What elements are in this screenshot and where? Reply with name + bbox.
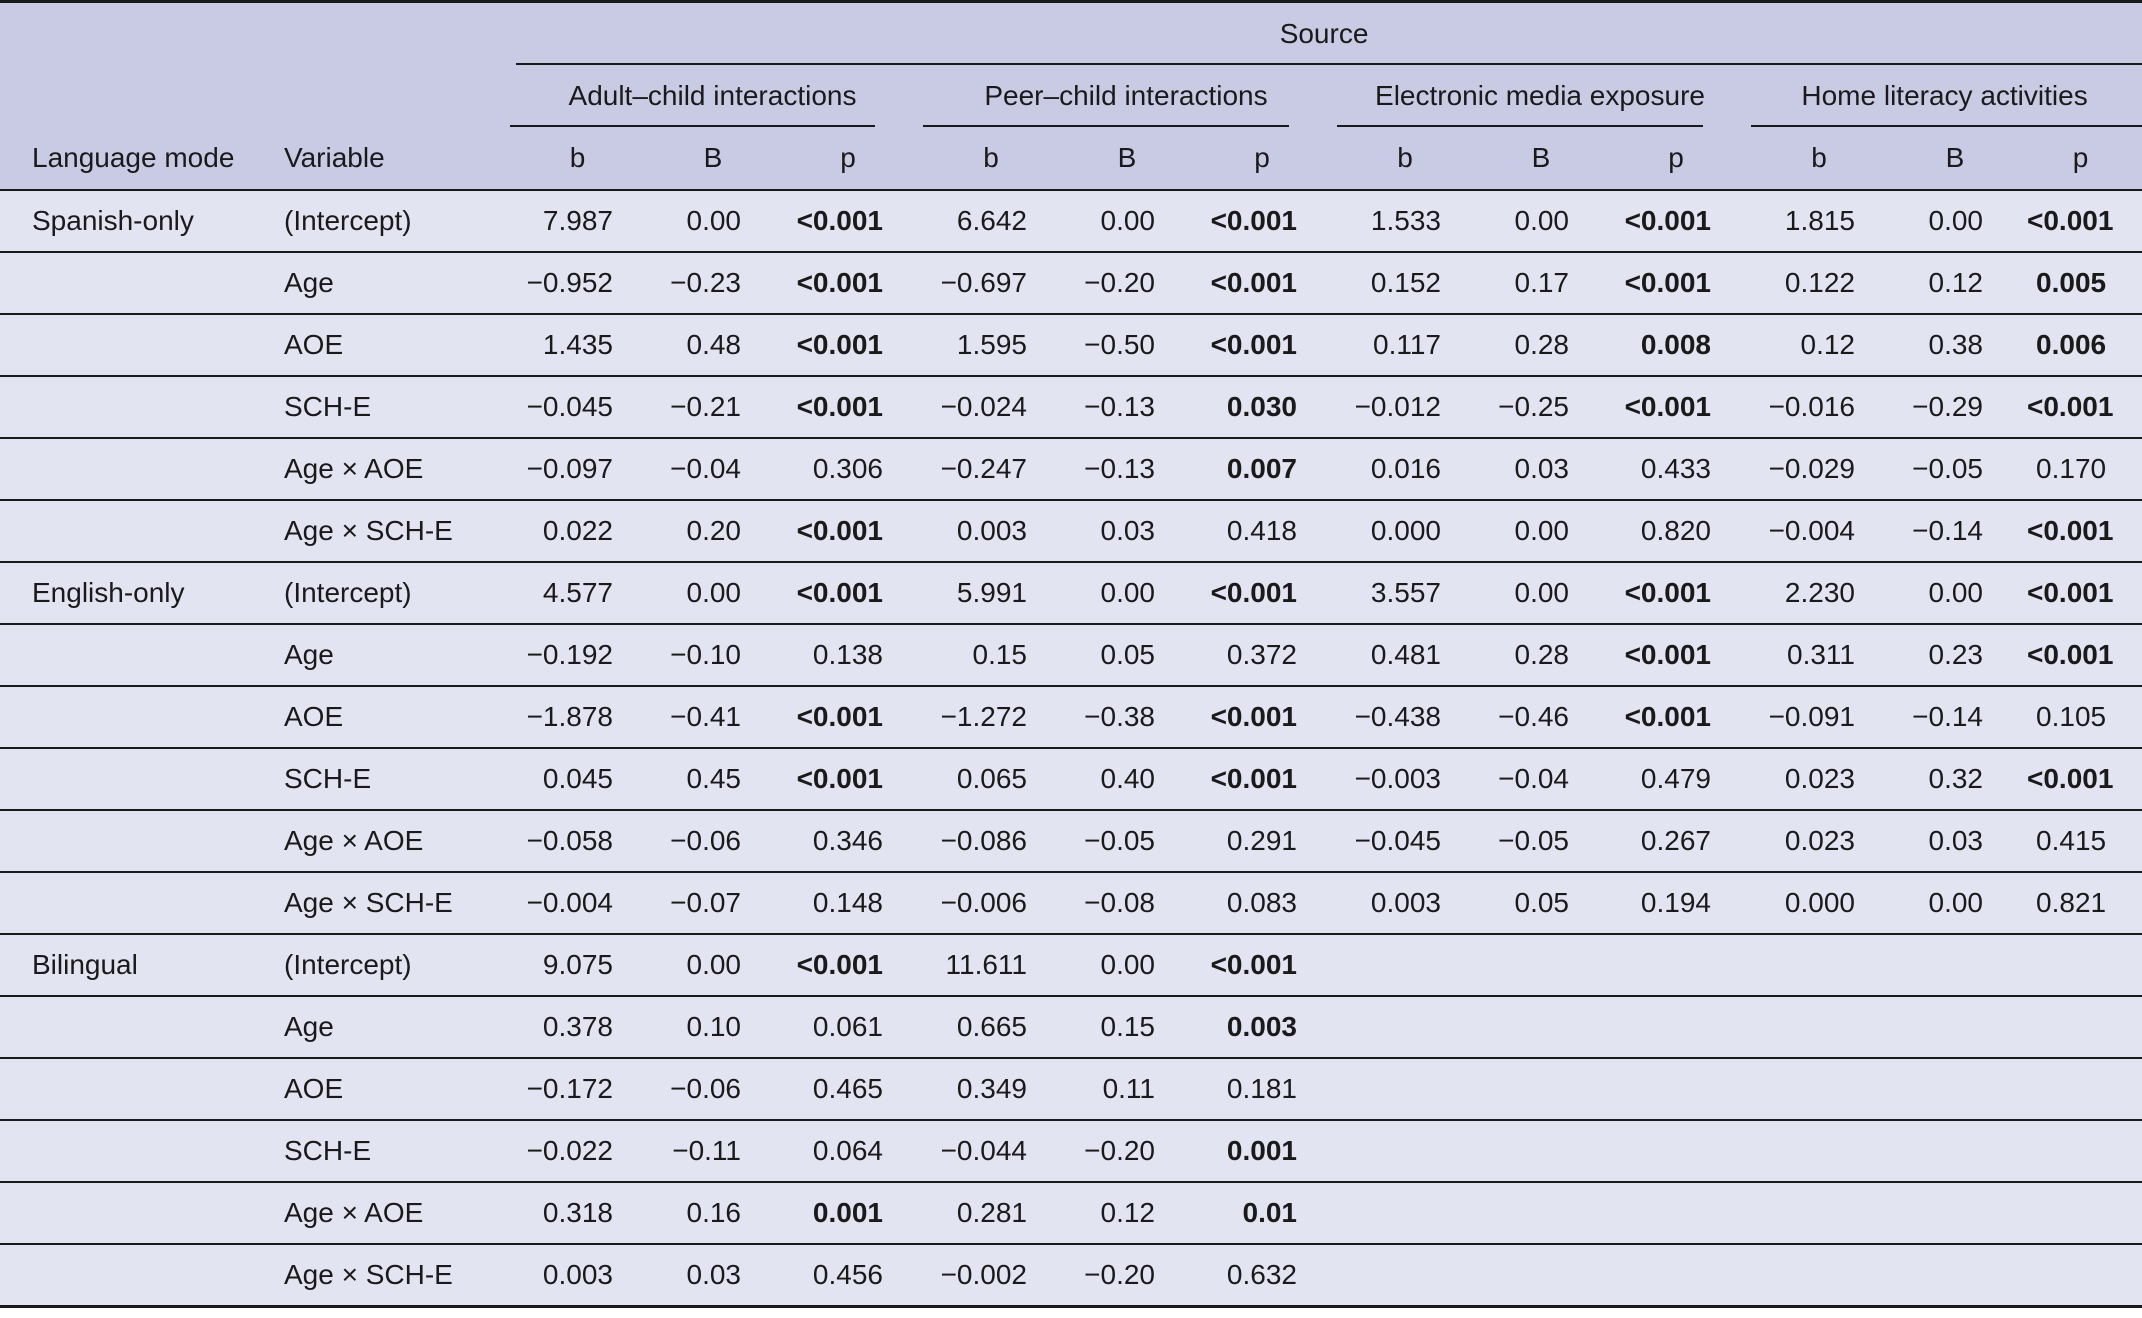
empty-cell [2019, 1120, 2142, 1182]
p-value-cell: <0.001 [1605, 252, 1747, 314]
group-header-home-literacy: Home literacy activities [1747, 65, 2142, 127]
empty-cell [1605, 934, 1747, 996]
b-value-cell: −0.058 [506, 810, 649, 872]
empty-cell [1747, 1244, 1891, 1307]
variable-header: Variable [260, 127, 506, 190]
language-mode-cell [0, 376, 260, 438]
empty-cell [1477, 1120, 1605, 1182]
b-value-cell: 0.003 [1333, 872, 1477, 934]
table-header [0, 2, 2142, 191]
b-value-cell: −0.045 [506, 376, 649, 438]
p-value-cell: 0.820 [1605, 500, 1747, 562]
beta-value-cell: −0.50 [1063, 314, 1191, 376]
empty-cell [1605, 1182, 1747, 1244]
p-value-cell: 0.632 [1191, 1244, 1333, 1307]
language-mode-cell [0, 252, 260, 314]
variable-cell: Age [260, 252, 506, 314]
beta-value-cell: 0.12 [1063, 1182, 1191, 1244]
p-value-cell: 0.194 [1605, 872, 1747, 934]
beta-value-cell: −0.04 [1477, 748, 1605, 810]
b-value-cell: 0.000 [1747, 872, 1891, 934]
beta-value-cell: 0.00 [649, 190, 777, 252]
beta-value-cell: −0.14 [1891, 686, 2019, 748]
table-row [0, 872, 2142, 934]
table-row [0, 624, 2142, 686]
variable-cell: (Intercept) [260, 562, 506, 624]
b-value-cell: −0.044 [919, 1120, 1063, 1182]
b-value-cell: 0.481 [1333, 624, 1477, 686]
language-mode-cell [0, 1244, 260, 1307]
beta-value-cell: −0.14 [1891, 500, 2019, 562]
beta-value-cell: −0.20 [1063, 1244, 1191, 1307]
empty-cell [1747, 934, 1891, 996]
b-value-cell: −0.172 [506, 1058, 649, 1120]
stat-header-p: p [1605, 127, 1747, 190]
table-row [0, 810, 2142, 872]
empty-cell [2019, 1058, 2142, 1120]
p-value-cell: 0.006 [2019, 314, 2142, 376]
empty-cell [1477, 1182, 1605, 1244]
stat-header-b: b [506, 127, 649, 190]
beta-value-cell: −0.10 [649, 624, 777, 686]
empty-cell [1747, 1182, 1891, 1244]
b-value-cell: 0.281 [919, 1182, 1063, 1244]
b-value-cell: −0.012 [1333, 376, 1477, 438]
empty-cell [1333, 1058, 1477, 1120]
variable-cell: AOE [260, 686, 506, 748]
variable-cell: (Intercept) [260, 190, 506, 252]
p-value-cell: 0.465 [777, 1058, 919, 1120]
p-value-cell: 0.148 [777, 872, 919, 934]
language-mode-cell [0, 1058, 260, 1120]
b-value-cell: 0.016 [1333, 438, 1477, 500]
beta-value-cell: 0.03 [1891, 810, 2019, 872]
empty-cell [1891, 996, 2019, 1058]
b-value-cell: 1.533 [1333, 190, 1477, 252]
beta-value-cell: 0.00 [1477, 190, 1605, 252]
group-header-adult-child: Adult–child interactions [506, 65, 919, 127]
p-value-cell: <0.001 [1605, 190, 1747, 252]
p-value-cell: <0.001 [777, 500, 919, 562]
b-value-cell: 0.318 [506, 1182, 649, 1244]
empty-cell [1891, 1120, 2019, 1182]
b-value-cell: 0.122 [1747, 252, 1891, 314]
language-mode-cell [0, 748, 260, 810]
variable-cell: Age × SCH-E [260, 872, 506, 934]
empty-cell [1605, 1120, 1747, 1182]
beta-value-cell: 0.00 [1891, 562, 2019, 624]
b-value-cell: 5.991 [919, 562, 1063, 624]
table-row [0, 376, 2142, 438]
p-value-cell: 0.433 [1605, 438, 1747, 500]
empty-cell [1605, 1244, 1747, 1307]
table-row [0, 934, 2142, 996]
p-value-cell: <0.001 [777, 934, 919, 996]
b-value-cell: −1.272 [919, 686, 1063, 748]
b-value-cell: 0.152 [1333, 252, 1477, 314]
language-mode-cell [0, 314, 260, 376]
beta-value-cell: 0.12 [1891, 252, 2019, 314]
beta-value-cell: 0.00 [1477, 562, 1605, 624]
variable-cell: Age × AOE [260, 810, 506, 872]
beta-value-cell: −0.06 [649, 1058, 777, 1120]
table-row [0, 252, 2142, 314]
beta-value-cell: −0.46 [1477, 686, 1605, 748]
b-value-cell: 0.003 [506, 1244, 649, 1307]
language-mode-cell: Spanish-only [0, 190, 260, 252]
table-row [0, 1244, 2142, 1307]
b-value-cell: 0.045 [506, 748, 649, 810]
beta-value-cell: 0.28 [1477, 624, 1605, 686]
table-row [0, 562, 2142, 624]
b-value-cell: 0.378 [506, 996, 649, 1058]
beta-value-cell: 0.23 [1891, 624, 2019, 686]
p-value-cell: 0.01 [1191, 1182, 1333, 1244]
stat-header-beta: B [1063, 127, 1191, 190]
p-value-cell: 0.415 [2019, 810, 2142, 872]
beta-value-cell: −0.13 [1063, 376, 1191, 438]
stat-header-beta: B [1891, 127, 2019, 190]
beta-value-cell: −0.04 [649, 438, 777, 500]
beta-value-cell: −0.05 [1891, 438, 2019, 500]
p-value-cell: 0.061 [777, 996, 919, 1058]
p-value-cell: 0.170 [2019, 438, 2142, 500]
b-value-cell: 0.065 [919, 748, 1063, 810]
language-mode-header: Language mode [0, 127, 260, 190]
p-value-cell: 0.105 [2019, 686, 2142, 748]
p-value-cell: <0.001 [2019, 376, 2142, 438]
p-value-cell: <0.001 [1191, 190, 1333, 252]
variable-cell: (Intercept) [260, 934, 506, 996]
b-value-cell: −0.029 [1747, 438, 1891, 500]
beta-value-cell: −0.07 [649, 872, 777, 934]
p-value-cell: 0.001 [777, 1182, 919, 1244]
empty-cell [1891, 1182, 2019, 1244]
b-value-cell: 1.435 [506, 314, 649, 376]
beta-value-cell: 0.00 [1063, 934, 1191, 996]
stat-header-beta: B [1477, 127, 1605, 190]
table-row [0, 438, 2142, 500]
p-value-cell: 0.418 [1191, 500, 1333, 562]
empty-cell [2019, 934, 2142, 996]
beta-value-cell: −0.08 [1063, 872, 1191, 934]
beta-value-cell: −0.06 [649, 810, 777, 872]
language-mode-cell [0, 438, 260, 500]
p-value-cell: <0.001 [1605, 376, 1747, 438]
language-mode-cell [0, 624, 260, 686]
language-mode-cell [0, 996, 260, 1058]
b-value-cell: −0.016 [1747, 376, 1891, 438]
b-value-cell: 11.611 [919, 934, 1063, 996]
empty-cell [1891, 934, 2019, 996]
language-mode-cell [0, 686, 260, 748]
b-value-cell: 2.230 [1747, 562, 1891, 624]
p-value-cell: <0.001 [2019, 748, 2142, 810]
b-value-cell: 0.349 [919, 1058, 1063, 1120]
beta-value-cell: 0.45 [649, 748, 777, 810]
b-value-cell: −0.247 [919, 438, 1063, 500]
variable-cell: Age × SCH-E [260, 1244, 506, 1307]
b-value-cell: 0.117 [1333, 314, 1477, 376]
beta-value-cell: −0.38 [1063, 686, 1191, 748]
empty-cell [2019, 1244, 2142, 1307]
b-value-cell: 0.023 [1747, 748, 1891, 810]
empty-cell [1891, 1244, 2019, 1307]
beta-value-cell: 0.15 [1063, 996, 1191, 1058]
empty-cell [1333, 996, 1477, 1058]
b-value-cell: −0.091 [1747, 686, 1891, 748]
p-value-cell: 0.479 [1605, 748, 1747, 810]
p-value-cell: <0.001 [777, 686, 919, 748]
beta-value-cell: 0.05 [1477, 872, 1605, 934]
beta-value-cell: −0.05 [1477, 810, 1605, 872]
beta-value-cell: −0.11 [649, 1120, 777, 1182]
variable-cell: SCH-E [260, 1120, 506, 1182]
empty-cell [1477, 1244, 1605, 1307]
beta-value-cell: 0.40 [1063, 748, 1191, 810]
beta-value-cell: 0.00 [649, 934, 777, 996]
p-value-cell: <0.001 [2019, 500, 2142, 562]
b-value-cell: 7.987 [506, 190, 649, 252]
p-value-cell: 0.181 [1191, 1058, 1333, 1120]
p-value-cell: <0.001 [1605, 686, 1747, 748]
empty-cell [1477, 1058, 1605, 1120]
b-value-cell: 0.15 [919, 624, 1063, 686]
beta-value-cell: 0.05 [1063, 624, 1191, 686]
language-mode-cell [0, 810, 260, 872]
variable-cell: Age [260, 624, 506, 686]
p-value-cell: 0.291 [1191, 810, 1333, 872]
b-value-cell: −0.045 [1333, 810, 1477, 872]
beta-value-cell: −0.05 [1063, 810, 1191, 872]
beta-value-cell: 0.03 [1063, 500, 1191, 562]
b-value-cell: −0.006 [919, 872, 1063, 934]
empty-cell [1605, 1058, 1747, 1120]
stat-header-p: p [2019, 127, 2142, 190]
language-mode-cell: Bilingual [0, 934, 260, 996]
b-value-cell: 3.557 [1333, 562, 1477, 624]
b-value-cell: 0.665 [919, 996, 1063, 1058]
b-value-cell: −0.003 [1333, 748, 1477, 810]
beta-value-cell: 0.32 [1891, 748, 2019, 810]
language-mode-cell [0, 500, 260, 562]
language-mode-cell [0, 1120, 260, 1182]
empty-cell [1477, 934, 1605, 996]
table-row [0, 190, 2142, 252]
beta-value-cell: 0.00 [1063, 190, 1191, 252]
stat-header-b: b [919, 127, 1063, 190]
table-row [0, 314, 2142, 376]
beta-value-cell: 0.48 [649, 314, 777, 376]
p-value-cell: <0.001 [1605, 562, 1747, 624]
variable-cell: SCH-E [260, 748, 506, 810]
table-row [0, 748, 2142, 810]
language-mode-cell [0, 1182, 260, 1244]
beta-value-cell: 0.20 [649, 500, 777, 562]
b-value-cell: 0.311 [1747, 624, 1891, 686]
stat-header-b: b [1333, 127, 1477, 190]
empty-cell [1891, 1058, 2019, 1120]
beta-value-cell: −0.20 [1063, 1120, 1191, 1182]
empty-cell [1333, 1120, 1477, 1182]
p-value-cell: <0.001 [1191, 314, 1333, 376]
beta-value-cell: 0.00 [649, 562, 777, 624]
variable-cell: Age × AOE [260, 438, 506, 500]
beta-value-cell: −0.41 [649, 686, 777, 748]
empty-cell [1605, 996, 1747, 1058]
p-value-cell: <0.001 [777, 314, 919, 376]
empty-cell [1333, 1244, 1477, 1307]
table-body [0, 190, 2142, 1307]
p-value-cell: 0.003 [1191, 996, 1333, 1058]
p-value-cell: <0.001 [2019, 562, 2142, 624]
b-value-cell: −0.004 [506, 872, 649, 934]
b-value-cell: −0.097 [506, 438, 649, 500]
group-header-peer-child: Peer–child interactions [919, 65, 1333, 127]
language-mode-cell [0, 872, 260, 934]
b-value-cell: −0.952 [506, 252, 649, 314]
table-row [0, 500, 2142, 562]
p-value-cell: <0.001 [777, 748, 919, 810]
variable-cell: AOE [260, 1058, 506, 1120]
beta-value-cell: −0.20 [1063, 252, 1191, 314]
stat-header-beta: B [649, 127, 777, 190]
beta-value-cell: −0.21 [649, 376, 777, 438]
p-value-cell: 0.064 [777, 1120, 919, 1182]
p-value-cell: 0.005 [2019, 252, 2142, 314]
beta-value-cell: −0.29 [1891, 376, 2019, 438]
language-mode-cell: English-only [0, 562, 260, 624]
b-value-cell: 9.075 [506, 934, 649, 996]
p-value-cell: 0.372 [1191, 624, 1333, 686]
variable-cell: Age [260, 996, 506, 1058]
b-value-cell: 0.023 [1747, 810, 1891, 872]
stat-header-p: p [777, 127, 919, 190]
variable-cell: AOE [260, 314, 506, 376]
variable-cell: SCH-E [260, 376, 506, 438]
b-value-cell: −0.086 [919, 810, 1063, 872]
beta-value-cell: 0.11 [1063, 1058, 1191, 1120]
beta-value-cell: 0.16 [649, 1182, 777, 1244]
beta-value-cell: −0.23 [649, 252, 777, 314]
beta-value-cell: 0.03 [649, 1244, 777, 1307]
p-value-cell: 0.001 [1191, 1120, 1333, 1182]
b-value-cell: −1.878 [506, 686, 649, 748]
p-value-cell: <0.001 [2019, 190, 2142, 252]
table-row [0, 1182, 2142, 1244]
stat-header-p: p [1191, 127, 1333, 190]
p-value-cell: <0.001 [777, 252, 919, 314]
empty-cell [1333, 1182, 1477, 1244]
p-value-cell: <0.001 [1191, 252, 1333, 314]
b-value-cell: −0.022 [506, 1120, 649, 1182]
beta-value-cell: −0.13 [1063, 438, 1191, 500]
p-value-cell: <0.001 [1191, 934, 1333, 996]
b-value-cell: 0.000 [1333, 500, 1477, 562]
table-row [0, 686, 2142, 748]
empty-cell [1333, 934, 1477, 996]
empty-cell [1477, 996, 1605, 1058]
empty-cell [2019, 1182, 2142, 1244]
p-value-cell: 0.008 [1605, 314, 1747, 376]
beta-value-cell: 0.00 [1063, 562, 1191, 624]
b-value-cell: −0.024 [919, 376, 1063, 438]
p-value-cell: <0.001 [2019, 624, 2142, 686]
b-value-cell: −0.438 [1333, 686, 1477, 748]
b-value-cell: 4.577 [506, 562, 649, 624]
variable-cell: Age × SCH-E [260, 500, 506, 562]
b-value-cell: −0.697 [919, 252, 1063, 314]
p-value-cell: <0.001 [1191, 748, 1333, 810]
source-header: Source [506, 2, 2142, 66]
beta-value-cell: 0.00 [1891, 872, 2019, 934]
p-value-cell: <0.001 [1191, 562, 1333, 624]
empty-cell [1747, 1120, 1891, 1182]
b-value-cell: −0.002 [919, 1244, 1063, 1307]
beta-value-cell: 0.00 [1891, 190, 2019, 252]
b-value-cell: 0.022 [506, 500, 649, 562]
beta-value-cell: 0.17 [1477, 252, 1605, 314]
p-value-cell: <0.001 [1191, 686, 1333, 748]
p-value-cell: 0.267 [1605, 810, 1747, 872]
b-value-cell: −0.004 [1747, 500, 1891, 562]
beta-value-cell: 0.00 [1477, 500, 1605, 562]
p-value-cell: 0.007 [1191, 438, 1333, 500]
empty-cell [1747, 996, 1891, 1058]
p-value-cell: 0.346 [777, 810, 919, 872]
group-header-electronic-media: Electronic media exposure [1333, 65, 1747, 127]
p-value-cell: <0.001 [777, 376, 919, 438]
b-value-cell: 6.642 [919, 190, 1063, 252]
b-value-cell: 1.815 [1747, 190, 1891, 252]
table-row [0, 996, 2142, 1058]
b-value-cell: 1.595 [919, 314, 1063, 376]
beta-value-cell: 0.38 [1891, 314, 2019, 376]
p-value-cell: 0.138 [777, 624, 919, 686]
beta-value-cell: 0.28 [1477, 314, 1605, 376]
beta-value-cell: −0.25 [1477, 376, 1605, 438]
variable-cell: Age × AOE [260, 1182, 506, 1244]
empty-cell [2019, 996, 2142, 1058]
table-row [0, 1058, 2142, 1120]
p-value-cell: <0.001 [777, 190, 919, 252]
empty-cell [1747, 1058, 1891, 1120]
b-value-cell: −0.192 [506, 624, 649, 686]
p-value-cell: 0.821 [2019, 872, 2142, 934]
p-value-cell: 0.456 [777, 1244, 919, 1307]
stat-header-b: b [1747, 127, 1891, 190]
p-value-cell: 0.030 [1191, 376, 1333, 438]
beta-value-cell: 0.10 [649, 996, 777, 1058]
b-value-cell: 0.003 [919, 500, 1063, 562]
beta-value-cell: 0.03 [1477, 438, 1605, 500]
p-value-cell: <0.001 [1605, 624, 1747, 686]
table-row [0, 1120, 2142, 1182]
b-value-cell: 0.12 [1747, 314, 1891, 376]
p-value-cell: 0.083 [1191, 872, 1333, 934]
p-value-cell: <0.001 [777, 562, 919, 624]
p-value-cell: 0.306 [777, 438, 919, 500]
